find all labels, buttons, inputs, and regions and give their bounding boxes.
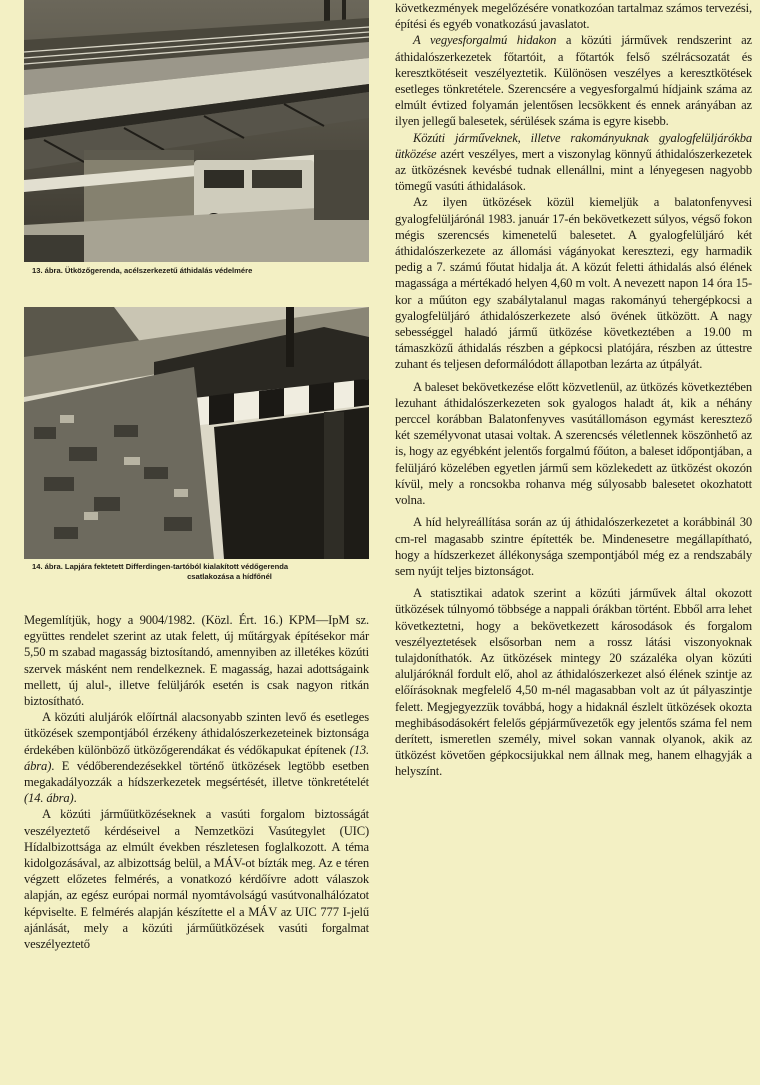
figure-14-caption-line2: csatlakozása a hídfőnél — [187, 572, 272, 581]
figure-13-photo — [24, 0, 369, 262]
figure-13-reference: (13. ábra) — [24, 742, 369, 773]
right-column — [395, 0, 752, 780]
paragraph-right-2-lead: Közúti járműveknek, illetve rakományuknak gyalogfelüljárókba ütközése — [395, 130, 752, 161]
paragraph-right-6: A statisztikai adatok szerint a közúti járművek által okozott ütközések túlnyomó többsége a nappali órákban történt. Ebből arra lehet következtetni, hogy a bekövetkezett károsodások és forgalom veszélyeztetések elsősorban nem a rossz látási viszonyoknak tulajdoníthatók. Az ütközések mintegy 20 százaléka olyan közúti aluljáróknál fordult elő, ahol az áthidalószerkezet alsó élének szintje az előírásoknak megfelelő 4,50 m-nél magasabban volt az út pályaszintje felett. Megjegyezzük továbbá, hogy a hidaknál észlelt ütközések okozta meghibásodásokért felelős gépjárművezetők egy jelentős száma fel nem derített, ismeretlen személy, mivel sokan vannak olyanok, akik az ütközést követően gépkocsijukkal nem állnak meg, hanem elhagyják a helyszínt. — [395, 586, 752, 779]
paragraph-right-2 — [395, 130, 752, 195]
paragraph-left-1: Megemlítjük, hogy a 9004/1982. (Közl. Ért. 16.) KPM—IpM sz. együttes rendelet szerint az utak felett, új műtárgyak építésekor már 5,50 m szabad magasság biztosítandó, amennyiben az illetékes közúti szervek másként nem rendelkeznek. E magasság, hazai adottságaink mellett, új alul-, illetve felüljárók esetén is csak nagyon ritkán biztosítható. — [24, 613, 369, 709]
figure-13-caption: 13. ábra. Ütközőgerenda, acélszerkezetű áthidalás védelmére — [32, 266, 253, 275]
paragraph-left-2-b: . E védőberendezésekkel történő ütközések legtöbb esetben megakadályozzák a hídszerkezetek megsértését, illetve tönkretételét — [24, 758, 369, 790]
left-body-text — [24, 612, 369, 952]
paragraph-right-1-body: a közúti járművek rendszerint az áthidalószerkezetek főtartóit, a főtartók felső szélrácsozatát és keresztkötéseit veszélyeztetik. Különösen veszélyes a keresztkötések esetleges tönkretétele. Szerencsére a vegyesforgalmú hídjaink száma az elmúlt évtized folyamán jelentősen lecsökkent és ennek arányában az ilyen jellegű balesetek, sérülések száma is egyre kisebb. — [395, 33, 752, 129]
left-column — [24, 0, 369, 952]
paragraph-right-1 — [395, 32, 752, 129]
paragraph-right-2-body: azért veszélyes, mert a viszonylag könnyű áthidalószerkezetek az ütközésnek kevésbé tudnak ellenállni, mint a lényegesen nagyobb tömegű vasúti áthidalások. — [395, 146, 752, 194]
paragraph-right-5: A híd helyreállítása során az új áthidalószerkezetet a korábbinál 30 cm-rel magasabb szintre építették be. Mindenesetre megállapítható, hogy a hídszerkezet állékonysága szempontjából még ez a rendszabály sem nyújt teljes biztonságot. — [395, 515, 752, 578]
paragraph-left-2 — [24, 709, 369, 806]
paragraph-left-2-c: . — [73, 791, 77, 806]
paragraph-left-2-a: A közúti aluljárók előírtnál alacsonyabb szinten levő és esetleges ütközések szempontjából érzékeny áthidalószerkezeteinek biztonsága érdekében különböző ütközőgerendákat és védőkapukat építenek — [24, 710, 369, 757]
figure-14-photo — [24, 307, 369, 559]
figure-14-caption-line1: 14. ábra. Lapjára fektetett Differdingen-tartóból kialakított védőgerenda — [32, 562, 289, 571]
paragraph-right-0: következmények megelőzésére vonatkozóan tartalmaz számos tervezési, építési és egyéb vonatkozású javaslatot. — [395, 1, 752, 32]
figure-14-reference: (14. ábra) — [24, 791, 74, 806]
paragraph-left-3: A közúti járműütközéseknek a vasúti forgalom biztosságát veszélyeztető kérdéseivel a Nemzetközi Vasútegylet (UIC) Hídalbizottsága az elmúlt években részletesen foglalkozott. A téma kidolgozásával, az albizottság belül, a MÁV-ot bízták meg. Az e téren végzett előzetes felmérés, a vonatkozó kérdőívre adott válaszok alapján, az egész európai normál nyomtávolságú vasútvonalhálózatot képviselte. E felmérés alapján készítette el a MÁV az UIC 777 I-jelű ajánlását, mely a közúti járműütközések vasúti forgalmat veszélyeztető — [24, 807, 369, 952]
paragraph-right-1-lead: A vegyesforgalmú hidakon — [413, 33, 557, 48]
paragraph-right-3: Az ilyen ütközések közül kiemeljük a balatonfenyvesi gyalogfelüljárónál 1983. január 17-én bekövetkezett súlyos, végső fokon mégis szerencsés kimenetelű balesetet. A gyalogfelüljáró két áthidalószerkezete az állomási vágányokat keresztezi, egy harmadik pedig a 7. számú főutat hidalja át. A közút feletti áthidalás alsó élének magassága a mértékadó helyen 4,60 m volt. A nevezett napon 14 óra 15-kor a műúton egy szabálytalanul magas rakományú tehergépkocsi a gyalogfelüljáró áthidalószerkezete alsó övének ütközött. A nagy sebességgel haladó jármű ütközése következtében a 19.00 m támaszközű áthidalás részben a gépkocsi platójára, részben az úttestre zuhant és teljesen deformálódott állapotban lezárta az útpályát. — [395, 195, 752, 372]
figure-14-caption — [32, 562, 369, 582]
paragraph-right-4: A baleset bekövetkezése előtt közvetlenül, az ütközés következtében lezuhant áthidalószerkezeten sok gyalogos haladt át, kik a néhány perccel korábban Balatonfenyves vasútállomáson egymást keresztező két személyvonat utasai voltak. A szerencsés véletlennek köszönhető az is, hogy az egyébként jelentős forgalmú főúton, a baleset időpontjában, a felüljáró közelében egyetlen jármű sem közlekedett az ütközést okozón kívül, mely a roncsokba rohanva még súlyosabb balesetet okozhatott volna. — [395, 379, 752, 508]
